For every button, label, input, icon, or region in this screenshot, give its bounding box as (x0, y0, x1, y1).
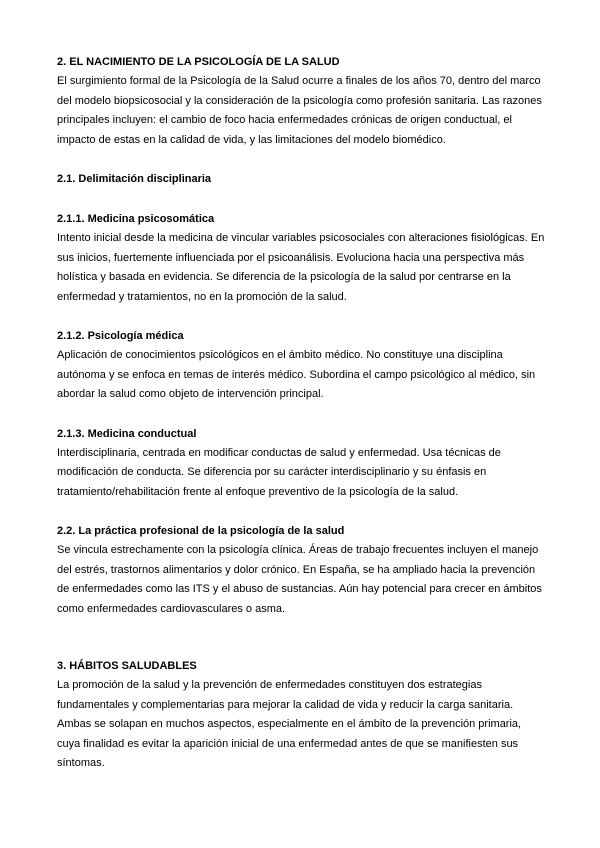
section-heading-2-2: 2.2. La práctica profesional de la psicología de la salud (57, 525, 345, 537)
section-body-2-1-1: Intento inicial desde la medicina de vincular variables psicosociales con alteraciones fisiológicas. En sus inicios, fuertemente influenciada por el psicoanálisis. Evoluciona hacia una perspectiva más holística y basada en evidencia. Se diferencia de la psicología de la salud por centrarse en la enfermedad y tratamientos, no en la promoción de la salud. (57, 232, 545, 303)
section-body-3: La promoción de la salud y la prevención de enfermedades constituyen dos estrategias fundamentales y complementarias para mejorar la calidad de vida y reducir la carga sanitaria. Ambas se solapan en muchos aspectos, especialmente en el ámbito de la prevención primaria, cuya finalidad es evitar la aparición inicial de una enfermedad antes de que se manifiesten sus síntomas. (57, 679, 522, 769)
section-heading-2-1: 2.1. Delimitación disciplinaria (57, 173, 212, 185)
section-body-2-2: Se vincula estrechamente con la psicología clínica. Áreas de trabajo frecuentes incluyen el manejo del estrés, trastornos alimentarios y dolor crónico. En España, se ha ampliado hacia la prevención de enfermedades como las ITS y el abuso de sustancias. Aún hay potencial para crecer en ámbitos como enfermedades cardiovasculares o asma. (57, 544, 542, 615)
section-heading-2-1-1: 2.1.1. Medicina psicosomática (57, 213, 215, 225)
document-content (57, 53, 547, 774)
section-body-2: El surgimiento formal de la Psicología de la Salud ocurre a finales de los años 70, dentro del marco del modelo biopsicosocial y la consideración de la psicología como profesión sanitaria. Las razones principales incluyen: el cambio de foco hacia enfermedades crónicas de origen conductual, el impacto de estas en la calidad de vida, y las limitaciones del modelo biomédico. (57, 75, 542, 146)
section-heading-3: 3. HÁBITOS SALUDABLES (57, 660, 197, 672)
section-heading-2-1-3: 2.1.3. Medicina conductual (57, 427, 197, 440)
section-body-2-1-3: Interdisciplinaria, centrada en modificar conductas de salud y enfermedad. Usa técnicas de modificación de conducta. Se diferencia por su carácter interdisciplinario y su énfasis en tratamiento/rehabilitación frente al enfoque preventivo de la psicología de la salud. (57, 446, 501, 498)
section-body-2-1-2: Aplicación de conocimientos psicológicos en el ámbito médico. No constituye una disciplina autónoma y se enfoca en temas de interés médico. Subordina el campo psicológico al médico, sin abordar la salud como objeto de intervención principal. (57, 349, 536, 400)
section-heading-2-1-2: 2.1.2. Psicología médica (57, 330, 184, 342)
section-heading-2: 2. EL NACIMIENTO DE LA PSICOLOGÍA DE LA SALUD (57, 56, 340, 68)
